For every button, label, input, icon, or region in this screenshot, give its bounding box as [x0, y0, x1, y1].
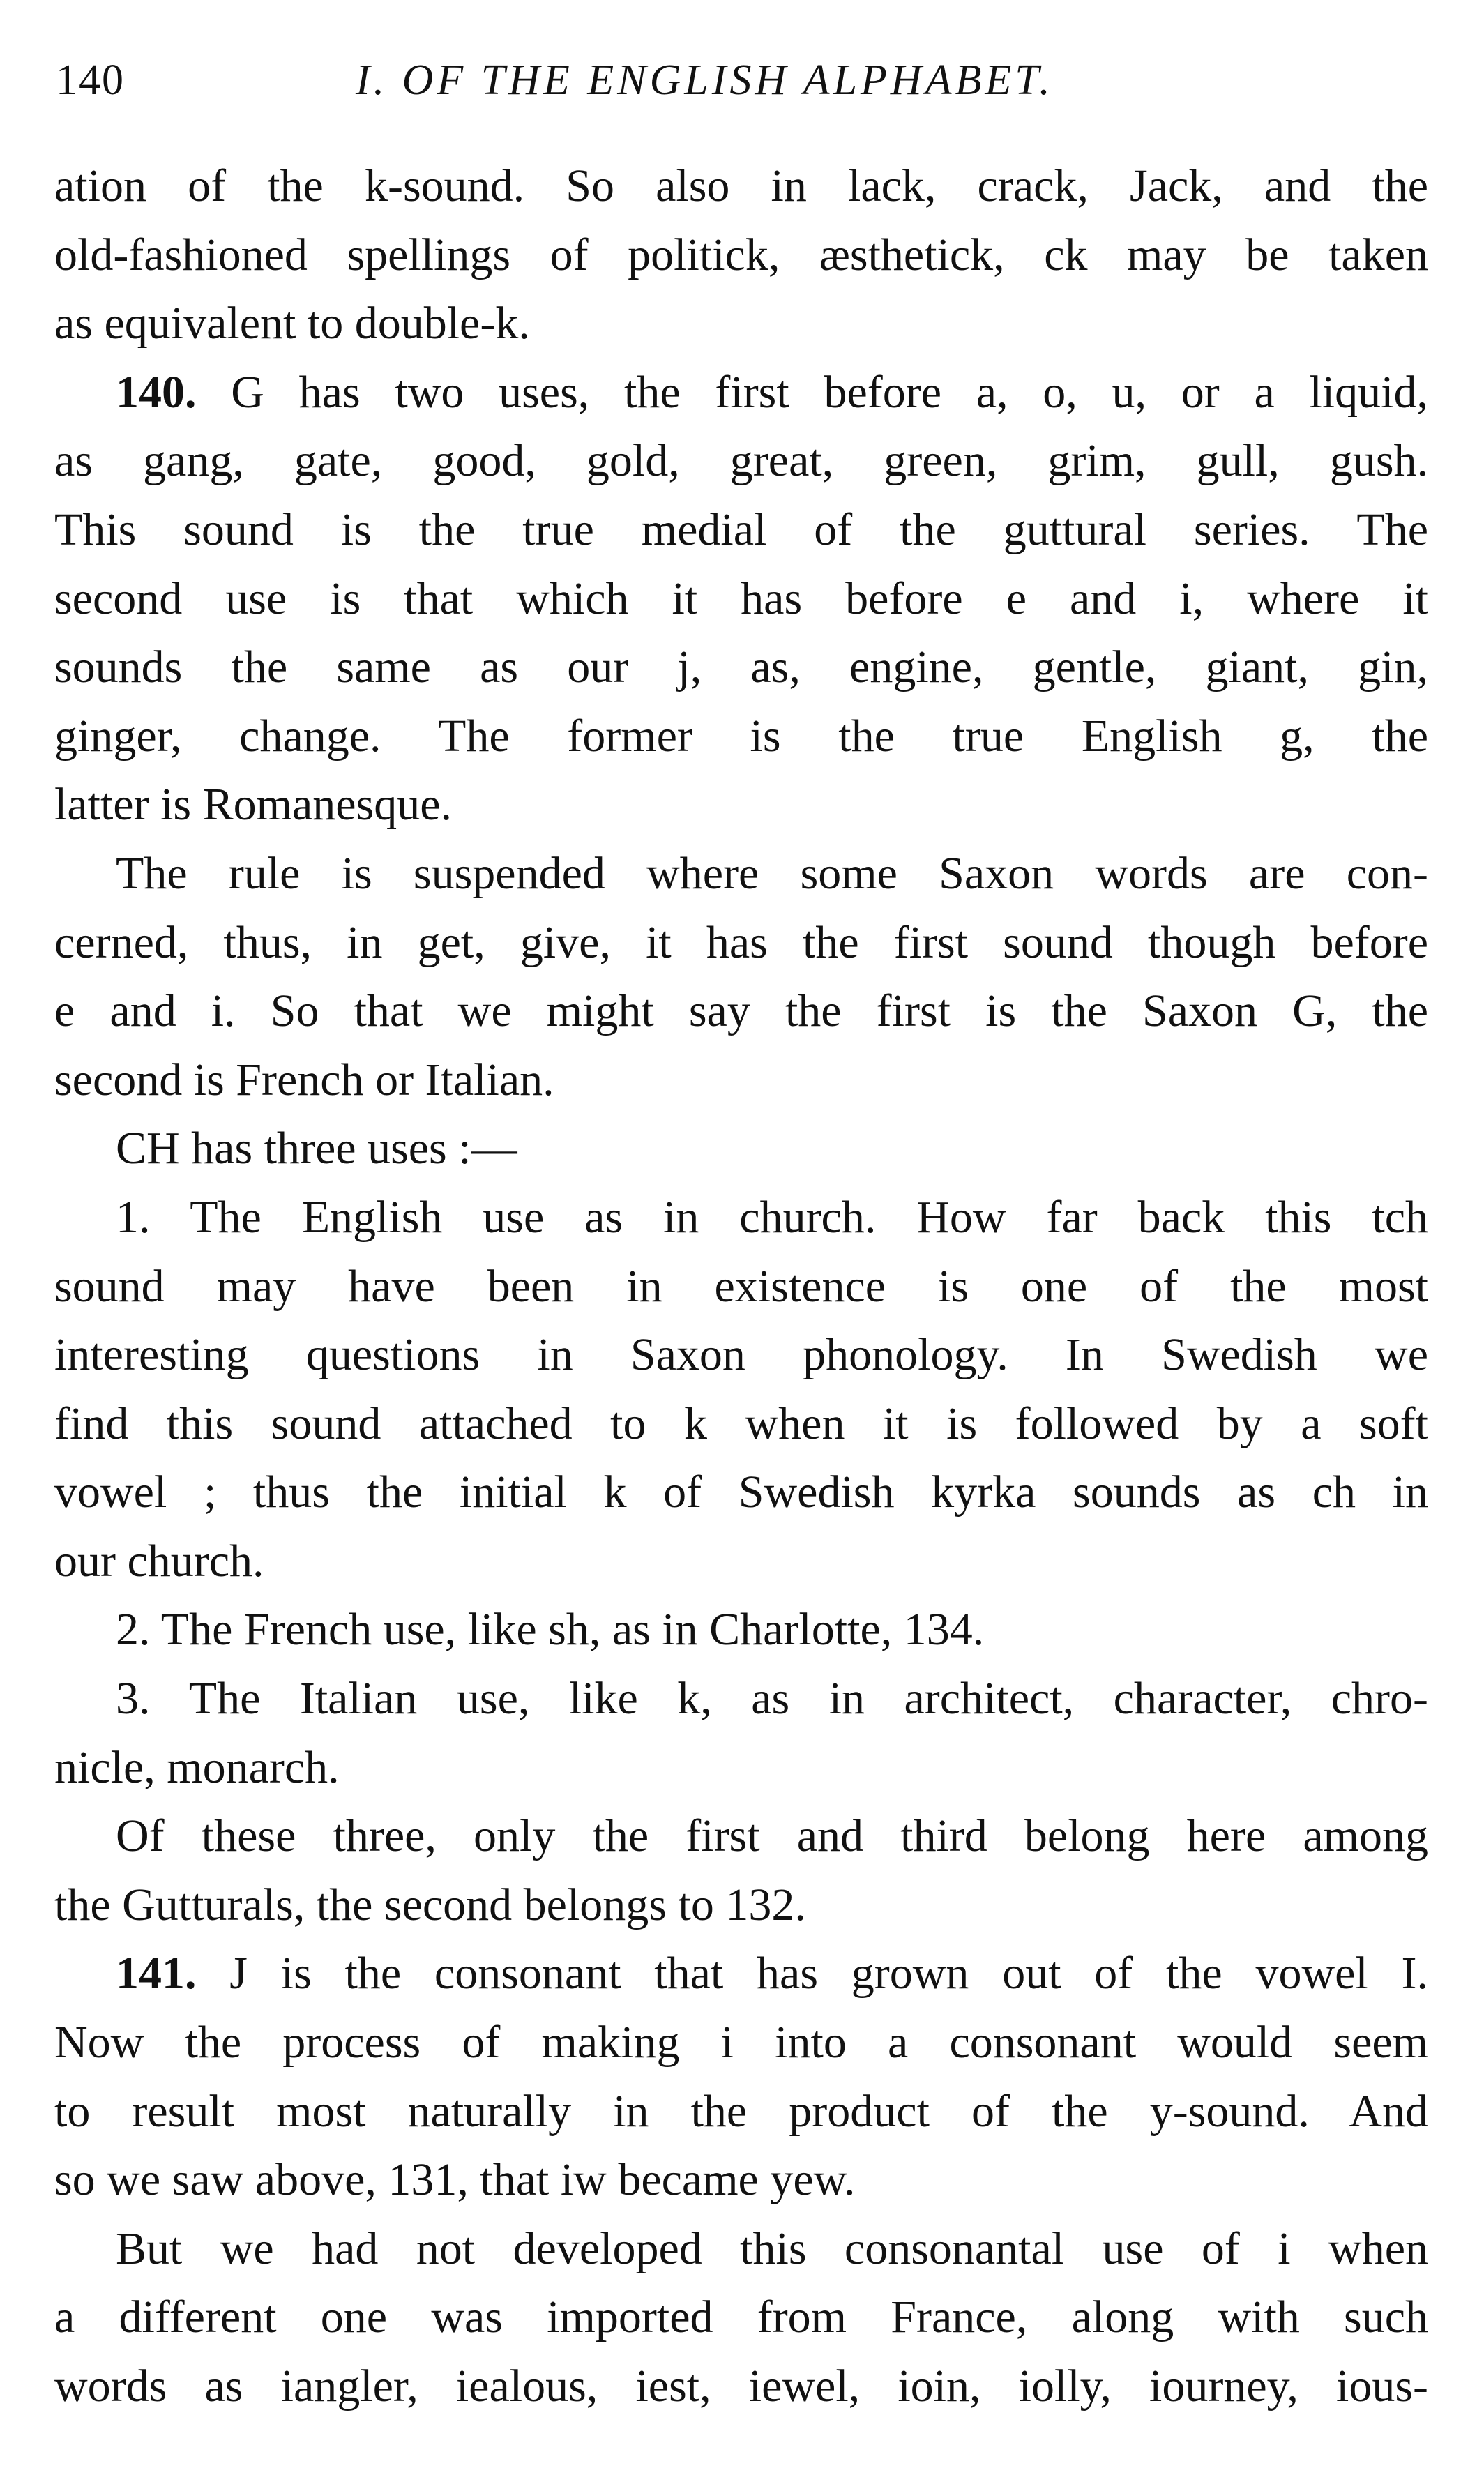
text-line: interesting questions in Saxon phonology. In Swedish we	[54, 1329, 1428, 1381]
body-text	[54, 152, 1428, 2421]
text-line: so we saw above, 131, that iw became yew.	[54, 2154, 856, 2206]
text-line: 3. The Italian use, like k, as in architect, character, chro-	[116, 1673, 1428, 1725]
text-line: CH has three uses :—	[116, 1123, 517, 1174]
text-line: 2. The French use, like sh, as in Charlotte, 134.	[116, 1604, 985, 1656]
text-line: nicle, monarch.	[54, 1741, 340, 1793]
text-line: words as iangler, iealous, iest, iewel, ioin, iolly, iourney, ious-	[54, 2361, 1428, 2412]
text-line: second is French or Italian.	[54, 1054, 554, 1105]
text-line: second use is that which it has before e and i, where it	[54, 573, 1428, 624]
text-line: old-fashioned spellings of politick, æsthetick, ck may be taken	[54, 229, 1428, 280]
section-number: 140.	[116, 366, 197, 418]
text-line: the Gutturals, the second belongs to 132.	[54, 1879, 806, 1930]
page-header	[56, 42, 1423, 119]
text-line: sounds the same as our j, as, engine, gentle, giant, gin,	[54, 642, 1428, 693]
text-line: sound may have been in existence is one of the most	[54, 1260, 1428, 1312]
text-line: latter is Romanesque.	[54, 779, 453, 831]
text-line: as gang, gate, good, gold, great, green, grim, gull, gush.	[54, 435, 1428, 487]
text-line: a different one was imported from France, along with such	[54, 2292, 1428, 2343]
section-number: 141.	[116, 1948, 197, 1999]
text-line: 1. The English use as in church. How far back this tch	[116, 1191, 1428, 1243]
text-line	[54, 1939, 1428, 2008]
text-fragment: J is the consonant that has grown out of the vowel I.	[229, 1948, 1428, 1999]
running-head: I. OF THE ENGLISH ALPHABET.	[356, 56, 1054, 104]
text-line: e and i. So that we might say the first is the Saxon G, the	[54, 985, 1428, 1037]
text-line: cerned, thus, in get, give, it has the first sound though before	[54, 916, 1428, 968]
text-line: as equivalent to double-k.	[54, 298, 530, 349]
text-line	[54, 358, 1428, 427]
text-line: ginger, change. The former is the true English g, the	[54, 710, 1428, 762]
text-line: find this sound attached to k when it is followed by a soft	[54, 1398, 1428, 1449]
text-line: Of these three, only the first and third belong here among	[116, 1810, 1428, 1862]
text-line: our church.	[54, 1535, 264, 1587]
text-line: The rule is suspended where some Saxon words are con-	[116, 847, 1428, 899]
text-line: This sound is the true medial of the guttural series. The	[54, 504, 1428, 555]
text-line: Now the process of making i into a consonant would seem	[54, 2017, 1428, 2068]
text-line: ation of the k-sound. So also in lack, crack, Jack, and the	[54, 160, 1428, 211]
text-fragment: G has two uses, the first before a, o, u, or a liquid,	[231, 366, 1428, 418]
text-line: But we had not developed this consonantal use of i when	[116, 2223, 1428, 2274]
text-line: vowel ; thus the initial k of Swedish kyrka sounds as ch in	[54, 1467, 1428, 1518]
text-line: to result most naturally in the product of the y-sound. And	[54, 2085, 1428, 2137]
page-number: 140	[56, 56, 125, 104]
